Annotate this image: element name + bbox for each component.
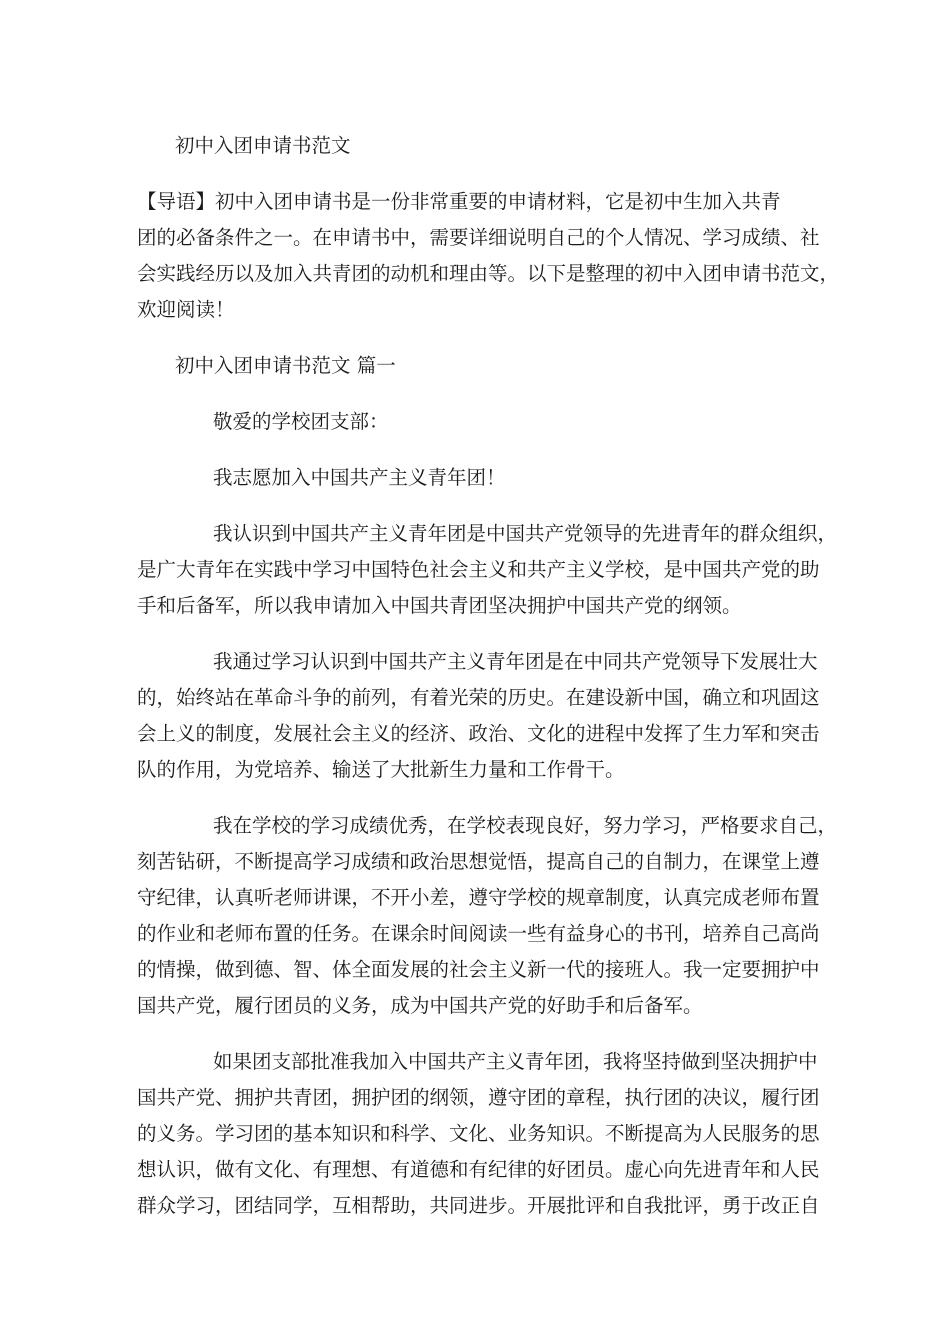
paragraph-line: 的情操，做到德、智、体全面发展的社会主义新一代的接班人。我一定要拥护中 xyxy=(137,958,820,981)
body-paragraph-2 xyxy=(137,644,820,788)
salutation: 敬爱的学校团支部： xyxy=(213,410,389,433)
paragraph-line: 国共产党，履行团员的义务，成为中国共产党的好助手和后备军。 xyxy=(137,994,703,1017)
paragraph-line: 我认识到中国共产主义青年团是中国共产党领导的先进青年的群众组织， xyxy=(213,522,838,545)
paragraph-line: 刻苦钻研，不断提高学习成绩和政治思想觉悟，提高自己的自制力，在课堂上遵 xyxy=(137,850,820,873)
paragraph-line: 会上义的制度，发展社会主义的经济、政治、文化的进程中发挥了生力军和突击 xyxy=(137,722,820,745)
paragraph-line: 国共产党、拥护共青团，拥护团的纲领，遵守团的章程，执行团的决议，履行团 xyxy=(137,1086,820,1109)
paragraph-line: 队的作用，为党培养、输送了大批新生力量和工作骨干。 xyxy=(137,758,625,781)
paragraph-line: 手和后备军，所以我申请加入中国共青团坚决拥护中国共产党的纲领。 xyxy=(137,594,742,617)
body-paragraph-3 xyxy=(137,808,838,1024)
body-paragraph-1 xyxy=(137,516,838,624)
document-title: 初中入团申请书范文 xyxy=(175,134,351,157)
document-page xyxy=(137,128,840,1224)
intro-line: 团的必备条件之一。在申请书中，需要详细说明自己的个人情况、学习成绩、社 xyxy=(137,226,820,249)
paragraph-line: 是广大青年在实践中学习中国特色社会主义和共产主义学校，是中国共产党的助 xyxy=(137,558,820,581)
paragraph-line: 守纪律，认真听老师讲课，不开小差，遵守学校的规章制度，认真完成老师布置 xyxy=(137,886,820,909)
paragraph-line: 如果团支部批准我加入中国共产主义青年团，我将坚持做到坚决拥护中 xyxy=(213,1050,818,1073)
intro-line: 欢迎阅读！ xyxy=(137,298,235,321)
paragraph-line: 我通过学习认识到中国共产主义青年团是在中同共产党领导下发展壮大 xyxy=(213,650,818,673)
body-paragraph-4 xyxy=(137,1044,820,1224)
declaration: 我志愿加入中国共产主义青年团！ xyxy=(213,466,506,489)
intro-paragraph xyxy=(137,184,840,328)
intro-line: 【导语】初中入团申请书是一份非常重要的申请材料，它是初中生加入共青 xyxy=(137,190,781,213)
intro-line: 会实践经历以及加入共青团的动机和理由等。以下是整理的初中入团申请书范文， xyxy=(137,262,840,285)
paragraph-line: 群众学习，团结同学，互相帮助，共同进步。开展批评和自我批评，勇于改正自 xyxy=(137,1194,820,1217)
paragraph-line: 的，始终站在革命斗争的前列，有着光荣的历史。在建设新中国，确立和巩固这 xyxy=(137,686,820,709)
paragraph-line: 我在学校的学习成绩优秀，在学校表现良好，努力学习，严格要求自己， xyxy=(213,814,838,837)
paragraph-line: 的义务。学习团的基本知识和科学、文化、业务知识。不断提高为人民服务的思 xyxy=(137,1122,820,1145)
paragraph-line: 想认识，做有文化、有理想、有道德和有纪律的好团员。虚心向先进青年和人民 xyxy=(137,1158,820,1181)
section-title: 初中入团申请书范文 篇一 xyxy=(175,354,396,377)
paragraph-line: 的作业和老师布置的任务。在课余时间阅读一些有益身心的书刊，培养自己高尚 xyxy=(137,922,820,945)
